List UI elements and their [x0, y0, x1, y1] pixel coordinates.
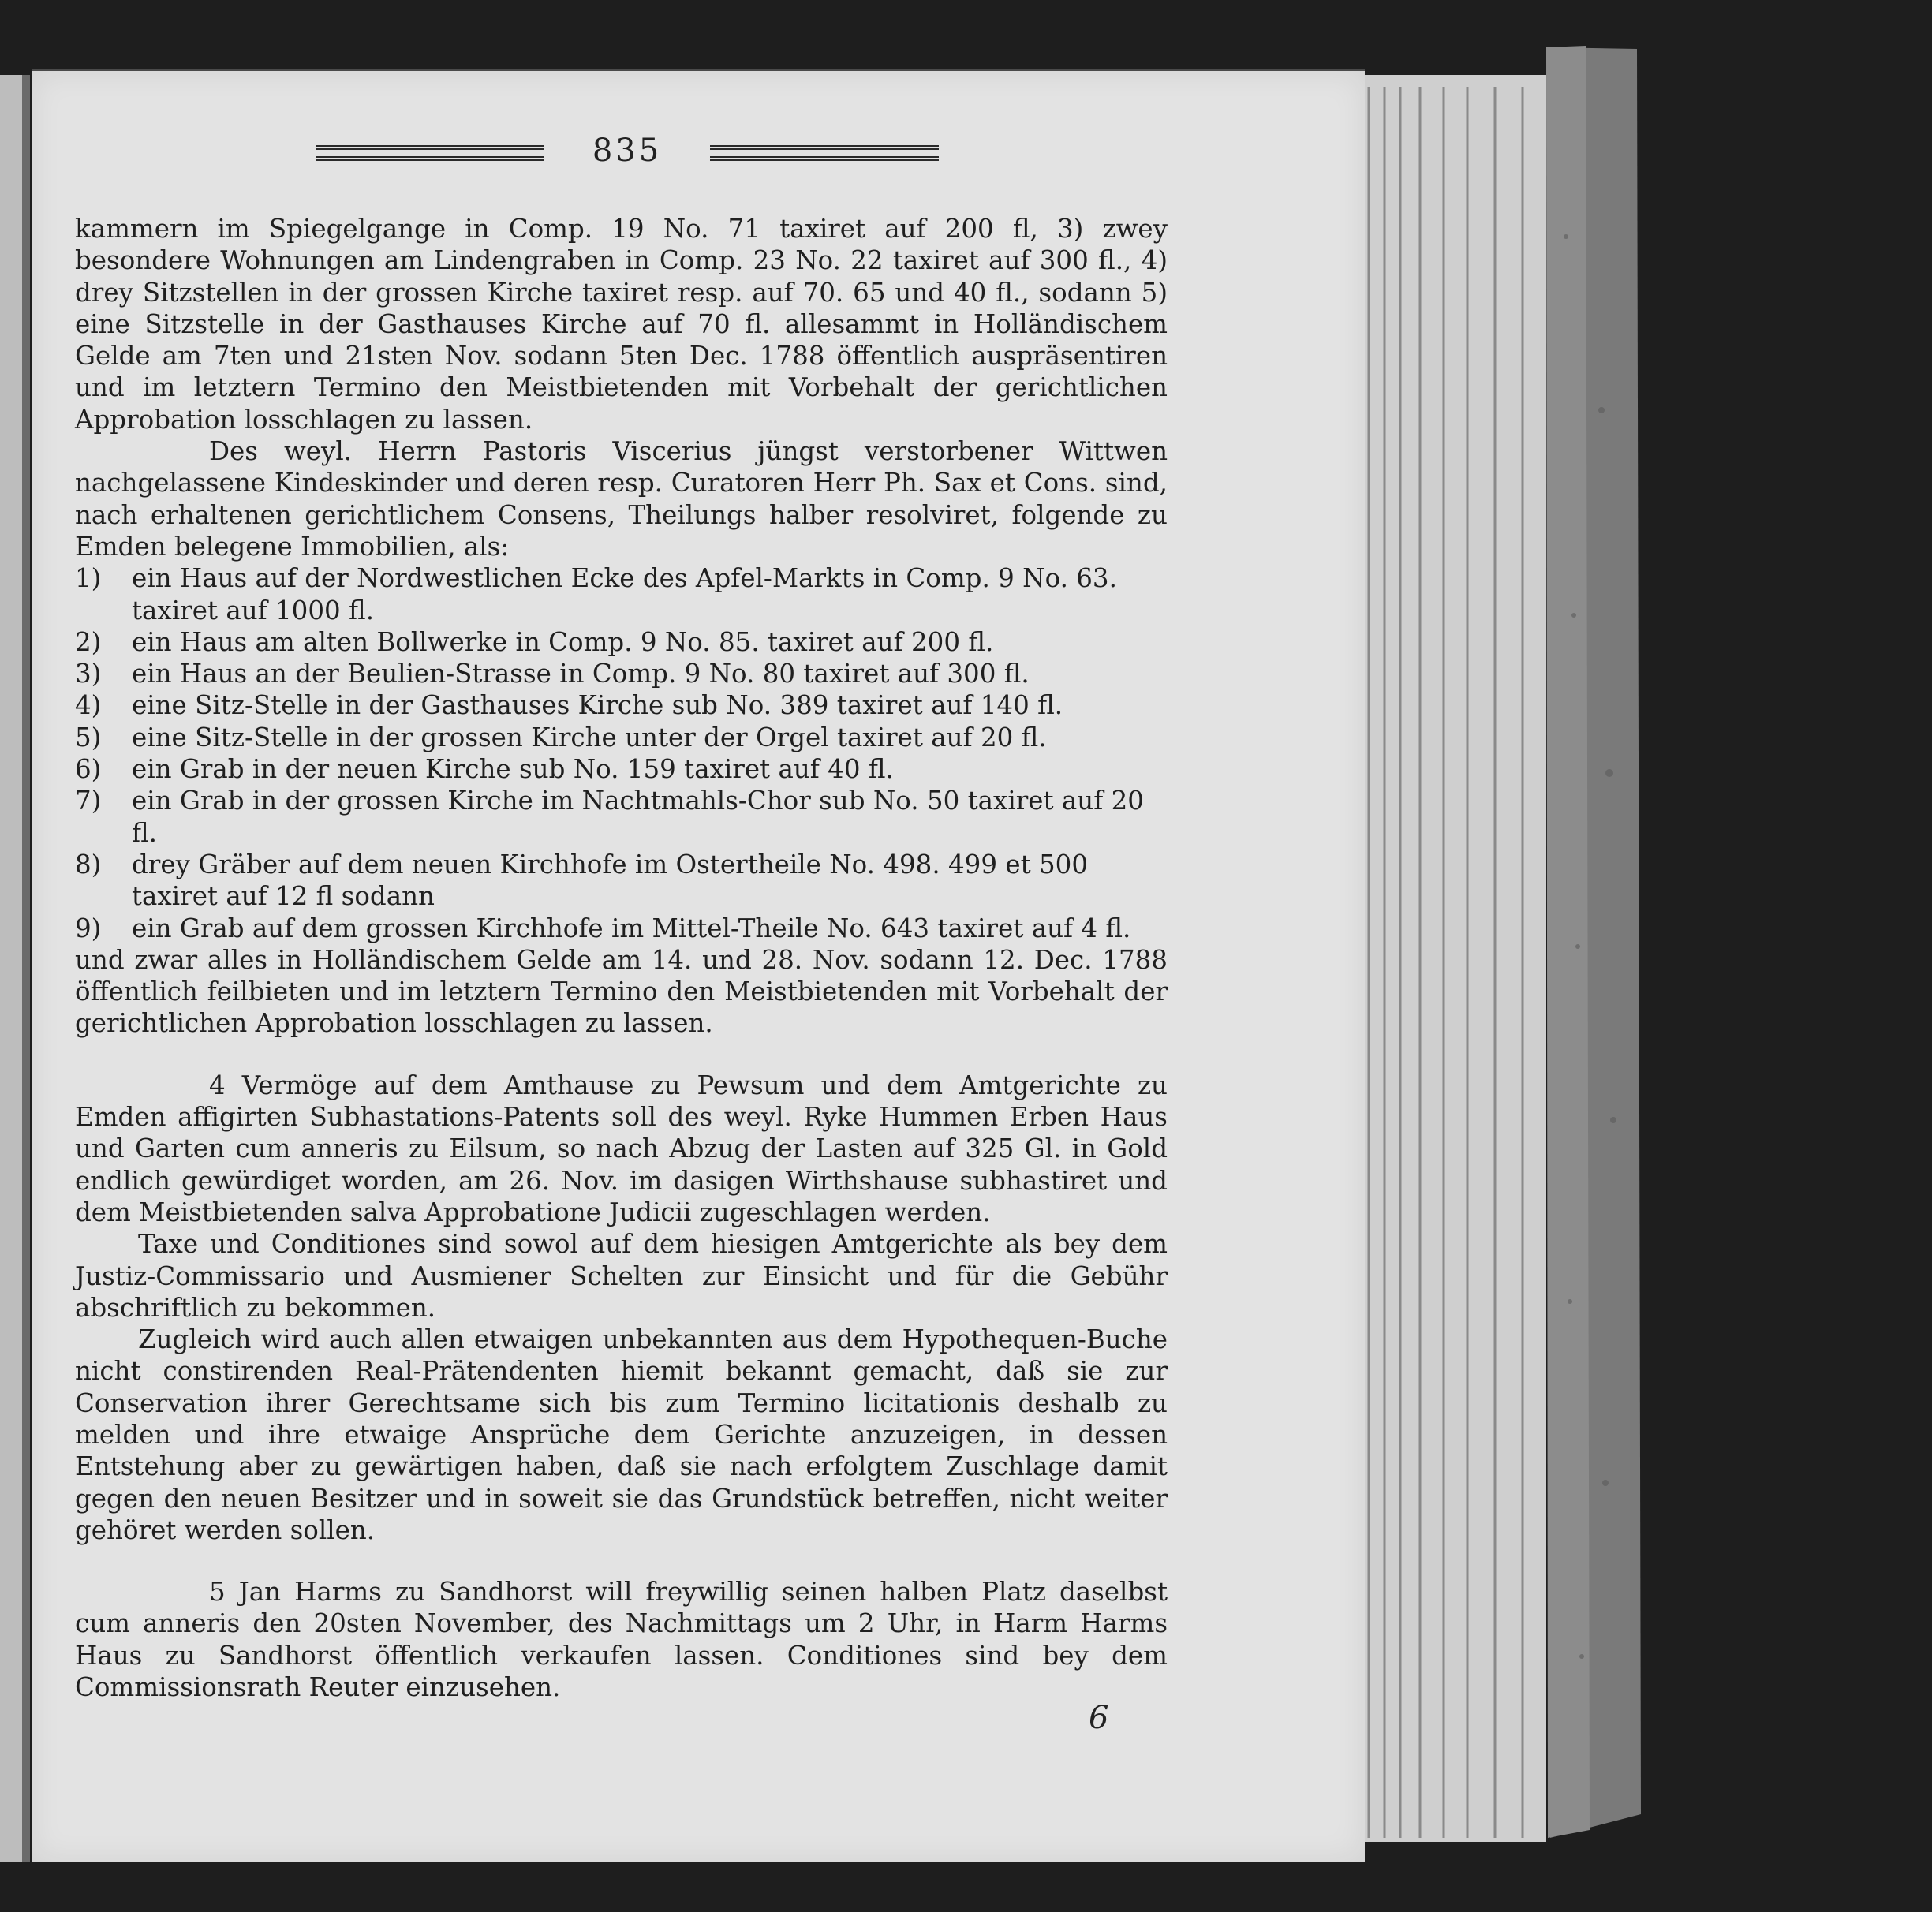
- list-item: 1) ein Haus auf der Nordwestlichen Ecke des Apfel-Markts in Comp. 9 No. 63. taxiret auf 1000 fl.: [75, 563, 1117, 626]
- top-paragraph: kammern im Spiegelgange in Comp. 19 No. 71 taxiret auf 200 fl, 3) zwey besondere Wohnungen am Lindengraben in Comp. 23 No. 22 taxiret auf 300 fl., 4) drey Sitzstellen in der grossen Kirche taxiret resp. auf 70. 65 und 40 fl., sodann 5) eine Sitzstelle in der Gasthauses Kirche auf 70 fl. allesammt in Holländischem Gelde am 7ten und 21sten Nov. sodann 5ten Dec. 1788 öffentlich auspräsentiren und im letztern Termino den Meistbietenden mit Vorbehalt der gerichtlichen Approbation losschlagen zu lassen.: [75, 214, 1168, 435]
- page-body: [75, 213, 1168, 1703]
- list-item: 4) eine Sitz-Stelle in der Gasthauses Kirche sub No. 389 taxiret auf 140 fl.: [75, 690, 1063, 721]
- list-item: 2) ein Haus am alten Bollwerke in Comp. 9 No. 85. taxiret auf 200 fl.: [75, 626, 994, 657]
- section-5-paragraph: 5 Jan Harms zu Sandhorst will freywillig seinen halben Platz daselbst cum anneris den 20sten November, des Nachmittags um 2 Uhr, in Harm Harms Haus zu Sandhorst öffentlich verkaufen lassen. Conditiones sind bey dem Commissionsrath Reuter einzusehen.: [75, 1577, 1168, 1703]
- list-item: 6) ein Grab in der neuen Kirche sub No. 159 taxiret auf 40 fl.: [75, 754, 894, 785]
- page-number: 835: [592, 133, 663, 169]
- intro-paragraph: Des weyl. Herrn Pastoris Viscerius jüngst verstorbener Wittwen nachgelassene Kindeskinder und deren resp. Curatoren Herr Ph. Sax et Cons. sind, nach erhaltenen gerichtlichem Consens, Theilungs halber resolviret, folgende zu Emden belegene Immobilien, als:: [75, 436, 1168, 562]
- header-rule-right: [710, 145, 939, 161]
- list-item: 7) ein Grab in der grossen Kirche im Nachtmahls-Chor sub No. 50 taxiret auf 20 fl.: [75, 786, 1144, 848]
- conditions-paragraph: Taxe und Conditiones sind sowol auf dem hiesigen Amtgerichte als bey dem Justiz-Commissario und Ausmiener Schelten zur Einsicht und für die Gebühr abschriftlich zu bekommen.: [75, 1229, 1168, 1323]
- list-item: 9) ein Grab auf dem grossen Kirchhofe im Mittel-Theile No. 643 taxiret auf 4 fl.: [75, 913, 1131, 943]
- property-list: [75, 562, 1168, 944]
- list-item: 5) eine Sitz-Stelle in der grossen Kirche unter der Orgel taxiret auf 20 fl.: [75, 722, 1047, 752]
- page-header: [316, 133, 939, 180]
- list-item: 3) ein Haus an der Beulien-Strasse in Comp. 9 No. 80 taxiret auf 300 fl.: [75, 659, 1030, 689]
- signature-mark: 6: [1089, 1700, 1109, 1736]
- section-4-paragraph: 4 Vermöge auf dem Amthause zu Pewsum und dem Amtgerichte zu Emden affigirten Subhastations-Patents soll des weyl. Ryke Hummen Erben Haus und Garten cum anneris zu Eilsum, so nach Abzug der Lasten auf 325 Gl. in Gold endlich gewürdiget worden, am 26. Nov. im dasigen Wirthshause subhastiret und dem Meistbietenden salva Approbatione Judicii zugeschlagen werden.: [75, 1070, 1168, 1227]
- creditors-paragraph: Zugleich wird auch allen etwaigen unbekannten aus dem Hypothequen-Buche nicht constirenden Real-Prätendenten hiemit bekannt gemacht, daß sie zur Conservation ihrer Gerechtsame sich bis zum Termino licitationis deshalb zu melden und ihre etwaige Ansprüche dem Gerichte anzuzeigen, in dessen Entstehung aber zu gewärtigen haben, daß sie nach erfolgtem Zuschlage damit gegen den neuen Besitzer und in soweit sie das Grundstück betreffen, nicht weiter gehöret werden sollen.: [75, 1324, 1168, 1545]
- list-item: 8) drey Gräber auf dem neuen Kirchhofe im Ostertheile No. 498. 499 et 500 taxiret auf 12 fl sodann: [75, 849, 1089, 912]
- closing-paragraph: und zwar alles in Holländischem Gelde am 14. und 28. Nov. sodann 12. Dec. 1788 öffentlich feilbieten und im letztern Termino den Meistbietenden mit Vorbehalt der gerichtlichen Approbation losschlagen zu lassen.: [75, 944, 1168, 1039]
